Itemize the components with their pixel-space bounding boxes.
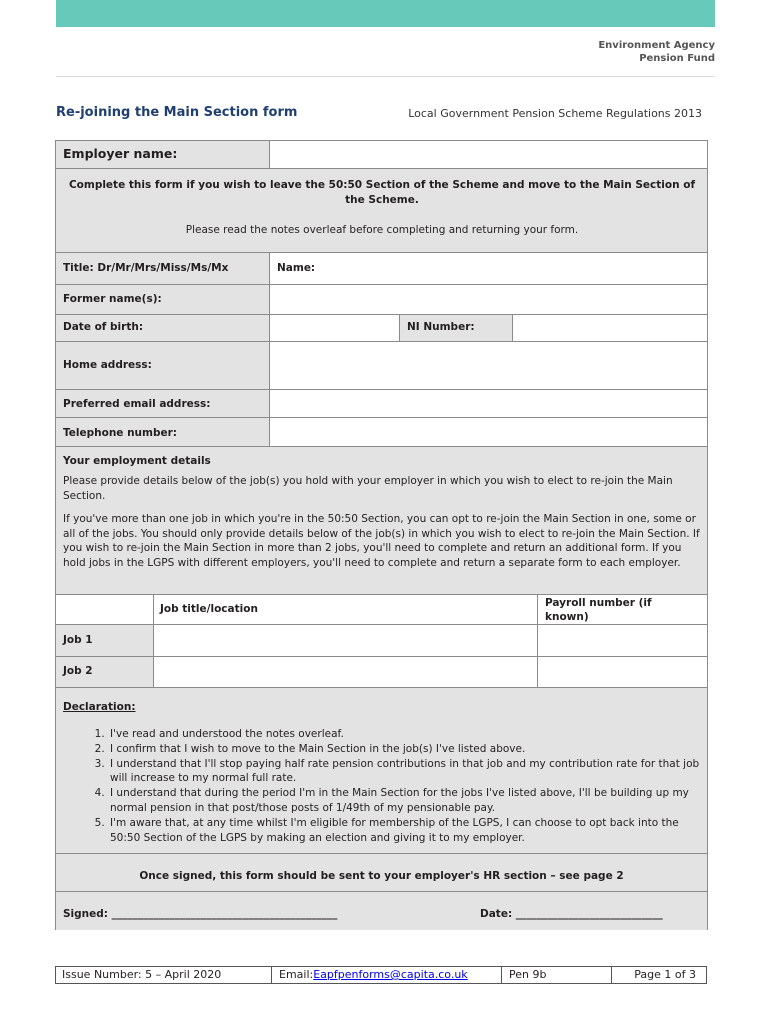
employment-para-1: Please provide details below of the job(s) you hold with your employer in which you wish to elect to re-join the Main Section. <box>63 475 673 502</box>
declaration-list <box>108 727 708 845</box>
email-link[interactable]: Eapfpenforms@capita.co.uk <box>313 968 468 981</box>
header-divider <box>56 76 715 77</box>
date-line[interactable]: Date: ____________________________ <box>480 908 663 920</box>
form-title: Re-joining the Main Section form <box>56 105 298 120</box>
email-field[interactable] <box>270 390 707 417</box>
employer-name-label: Employer name: <box>63 146 178 161</box>
telephone-label: Telephone number: <box>63 427 177 439</box>
ni-number-field[interactable] <box>513 315 707 341</box>
job-1-payroll-field[interactable] <box>538 625 707 656</box>
email-prefix: Email: <box>279 968 314 981</box>
home-address-label: Home address: <box>63 359 152 371</box>
form-reference: Pen 9b <box>509 968 547 981</box>
dob-field[interactable] <box>270 315 399 341</box>
send-note: Once signed, this form should be sent to your employer's HR section – see page 2 <box>139 870 624 882</box>
ni-number-label: NI Number: <box>407 321 475 333</box>
organisation-name <box>598 39 715 65</box>
job-2-label: Job 2 <box>63 665 93 677</box>
page-number: Page 1 of 3 <box>634 968 696 981</box>
declaration-heading: Declaration: <box>63 701 136 713</box>
job-1-label: Job 1 <box>63 634 93 646</box>
home-address-field[interactable] <box>270 342 707 389</box>
email-label: Preferred email address: <box>63 398 211 410</box>
footer-email <box>279 968 468 981</box>
name-label: Name: <box>277 262 316 274</box>
payroll-column-header: Payroll number (if known) <box>545 597 652 623</box>
former-name-label: Former name(s): <box>63 293 162 305</box>
org-line-2: Pension Fund <box>639 53 715 64</box>
declaration-item: 5. I'm aware that, at any time whilst I'm eligible for membership of the LGPS, I can choose to opt back into the 50:50 Section of the LGPS by making an election and giving it to my employer. <box>108 816 708 846</box>
regulations-title: Local Government Pension Scheme Regulations 2013 <box>408 107 702 120</box>
job-title-column-header: Job title/location <box>160 603 258 615</box>
header-accent-bar <box>56 0 715 27</box>
notes-text: Please read the notes overleaf before completing and returning your form. <box>185 224 579 236</box>
job-1-title-field[interactable] <box>154 625 537 656</box>
job-2-title-field[interactable] <box>154 657 537 687</box>
declaration-item: 2. I confirm that I wish to move to the Main Section in the job(s) I've listed above. <box>108 742 708 757</box>
form-table <box>55 140 708 930</box>
employment-heading: Your employment details <box>63 455 211 467</box>
employment-para-2: If you've more than one job in which you're in the 50:50 Section, you can opt to re-join the Main Section in one, some or all of the jobs. You should only provide details below of the job(s) in which you wish to elect to re-join the Main Section. If you wish to re-join the Main Section in more than 2 jobs, you'll need to complete and return an additional form. If you hold jobs in the LGPS with different employers, you'll need to complete and return a separate form to each employer. <box>63 513 700 569</box>
employer-name-field[interactable] <box>270 141 707 168</box>
intro-text: Complete this form if you wish to leave the 50:50 Section of the Scheme and move to the Main Section of the Scheme. <box>68 179 696 206</box>
declaration-item: 3. I understand that I'll stop paying half rate pension contributions in that job and my contribution rate for that job will increase to my normal full rate. <box>108 757 708 787</box>
issue-number: Issue Number: 5 – April 2020 <box>62 968 222 981</box>
title-label: Title: Dr/Mr/Mrs/Miss/Ms/Mx <box>63 262 229 274</box>
name-field[interactable] <box>326 253 707 283</box>
former-name-field[interactable] <box>270 285 707 314</box>
dob-label: Date of birth: <box>63 321 144 333</box>
declaration-item: 4. I understand that during the period I'm in the Main Section for the jobs I've listed above, I'll be building up my normal pension in that post/those posts of 1/49th of my pensionable pay. <box>108 786 708 816</box>
signed-line[interactable]: Signed: ___________________________________________ <box>63 908 338 920</box>
telephone-field[interactable] <box>270 418 707 446</box>
org-line-1: Environment Agency <box>598 40 715 51</box>
job-2-payroll-field[interactable] <box>538 657 707 687</box>
declaration-item: 1. I've read and understood the notes overleaf. <box>108 727 708 742</box>
footer <box>55 966 707 984</box>
